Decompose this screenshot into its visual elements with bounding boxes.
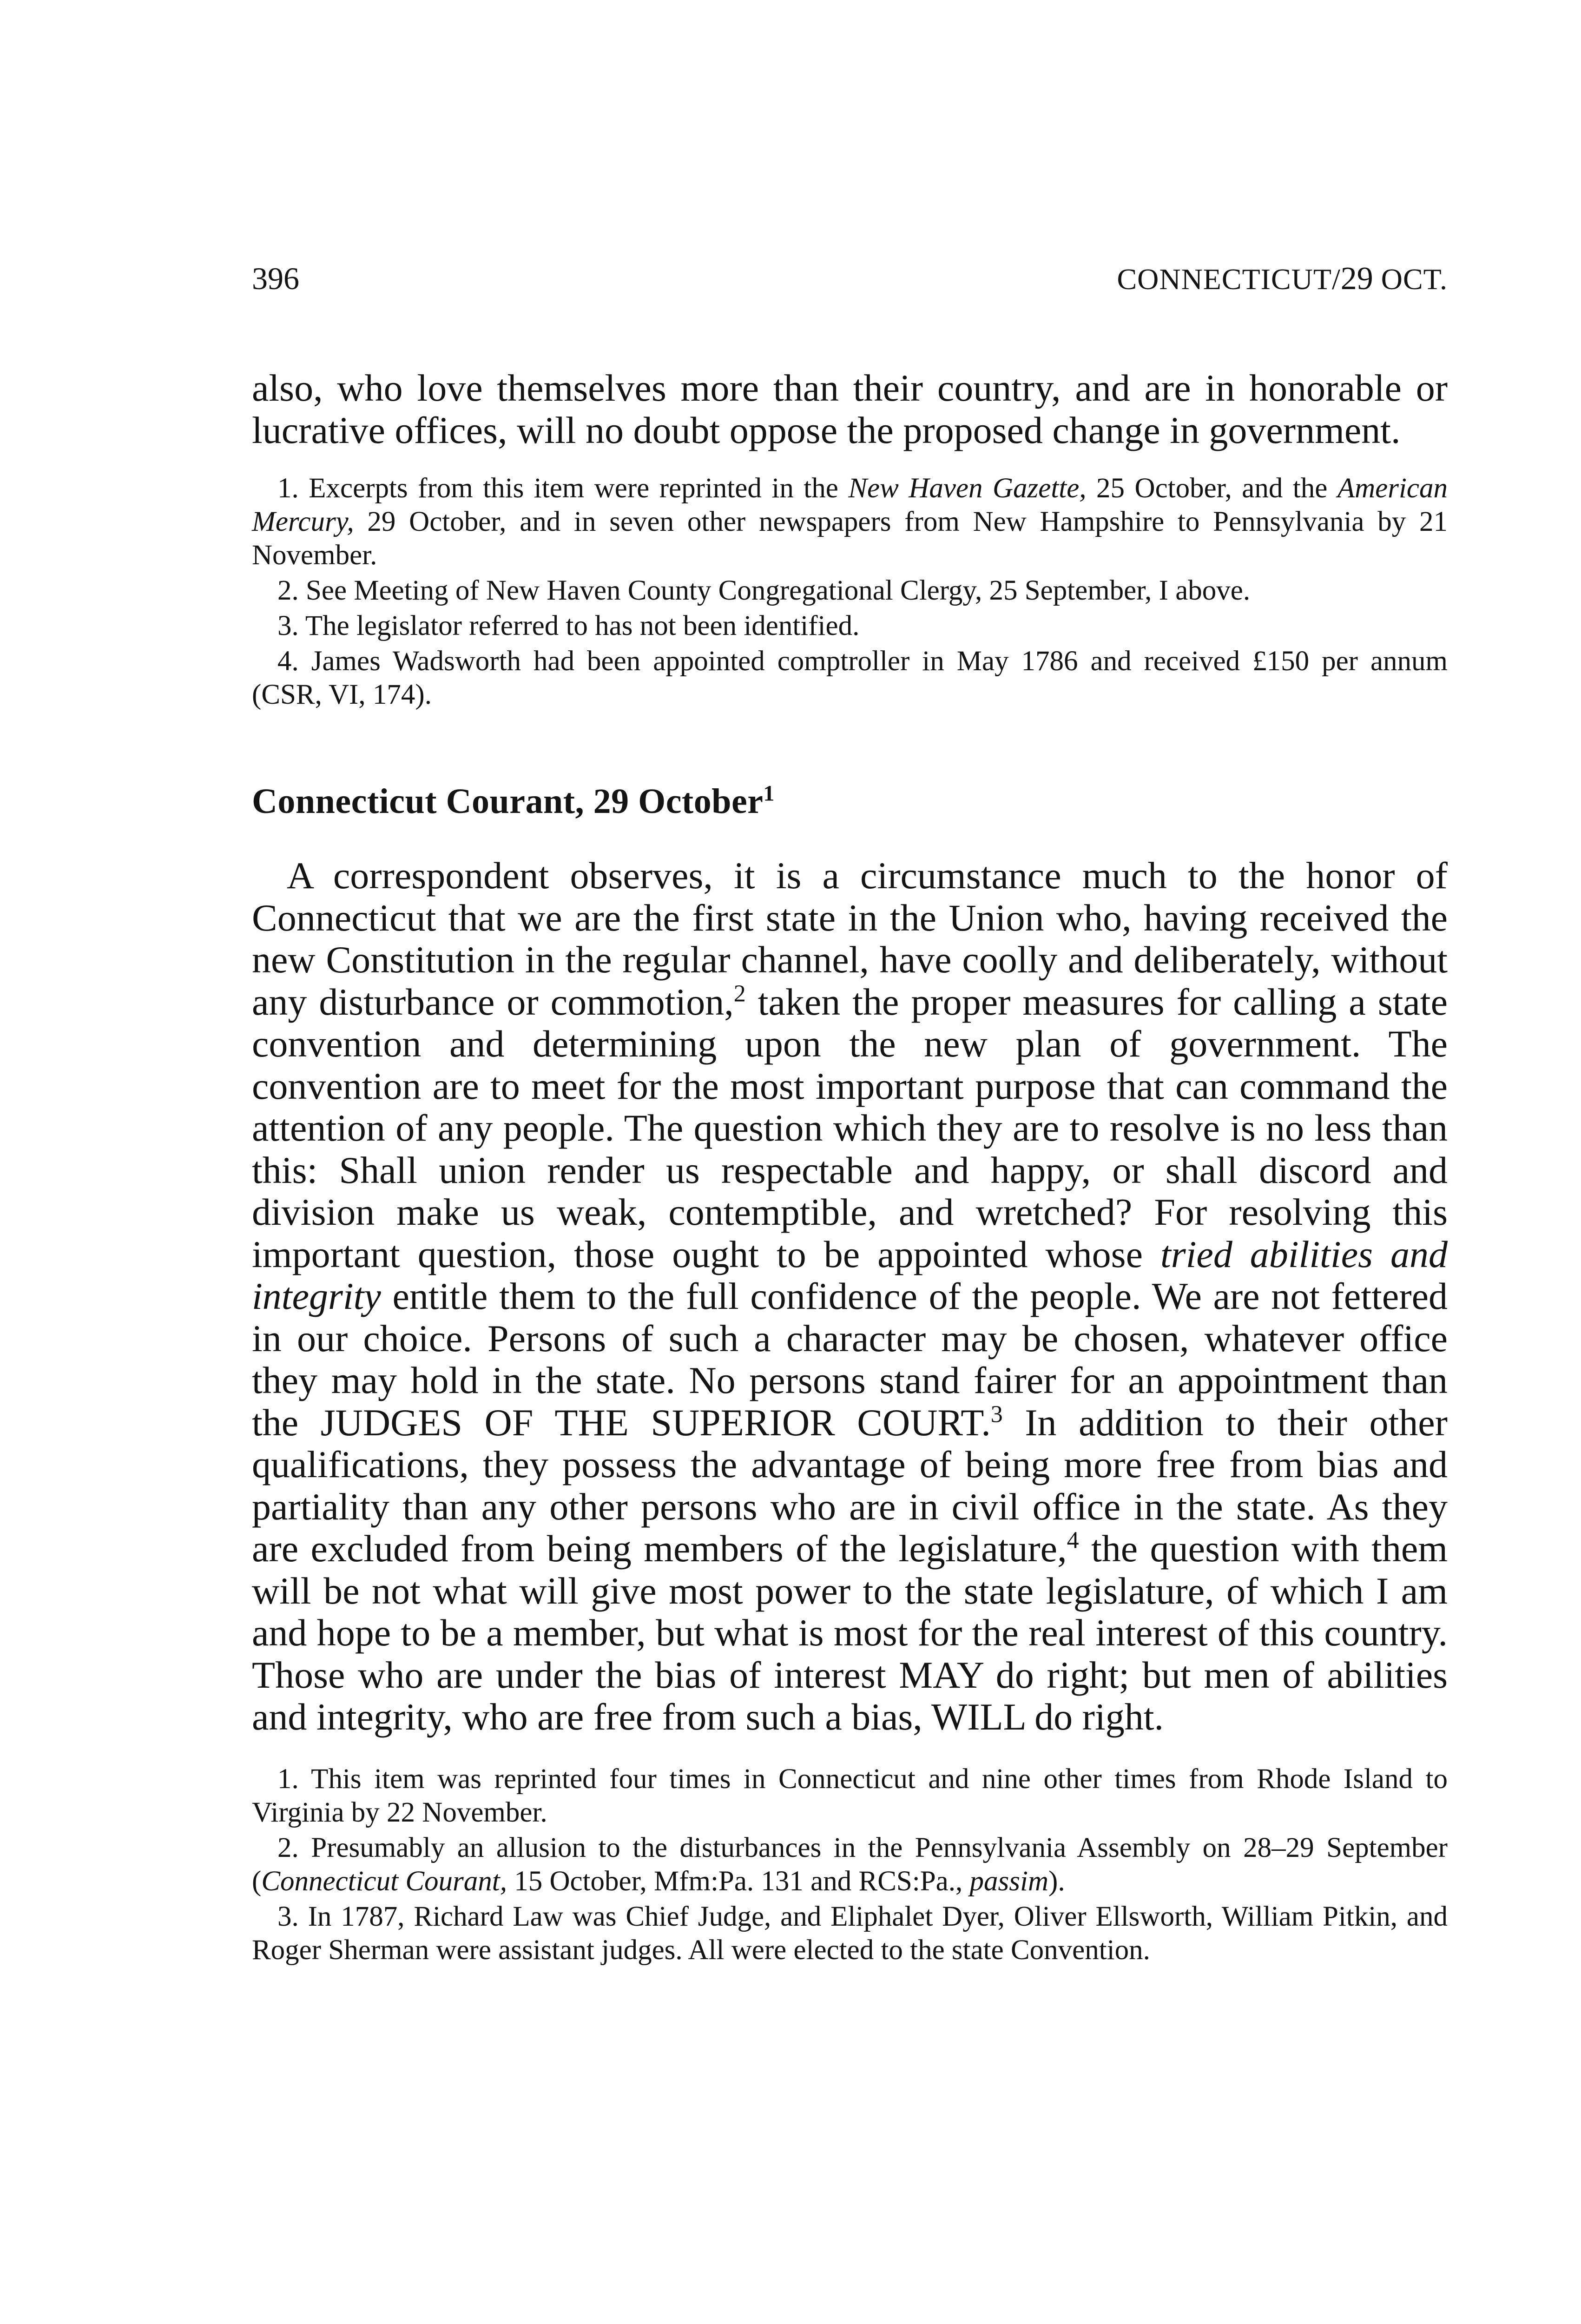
section-name: CONNECTICUT/ xyxy=(1117,263,1341,296)
page-number: 396 xyxy=(252,261,299,296)
prior-footnotes xyxy=(252,472,1448,712)
continuation-paragraph: also, who love themselves more than their country, and are in honorable or lucrative offices, will no doubt oppose the proposed change in government. xyxy=(252,367,1448,451)
article-paragraph: A correspondent observes, it is a circumstance much to the honor of Connecticut that we are the first state in the Union who, having received the new Constitution in the regular channel, have coolly and deliberately, without any disturbance or commotion,$^2$ taken the proper measures for calling a state convention and determining upon the new plan of government. The convention are to meet for the most important purpose that can command the attention of any people. The question which they are to resolve is no less than this: Shall union render us respectable and happy, or shall discord and division make us weak, contemptible, and wretched? For resolving this important question, those ought to be appointed whose tried abilities and integrity entitle them to the full confidence of the people. We are not fettered in our choice. Persons of such a character may be chosen, whatever office they may hold in the state. No persons stand fairer for an appointment than the JUDGES OF THE SUPERIOR COURT.$^3$ In addition to their other qualifications, they possess the advantage of being more free from bias and partiality than any other persons who are in civil office in the state. As they are excluded from being members of the legislature,$^4$ the question with them will be not what will give most power to the state legislature, of which I am and hope to be a member, but what is most for the real interest of this country. Those who are under the bias of interest MAY do right; but men of abilities and integrity, who are free from such a bias, WILL do right. xyxy=(252,854,1448,1738)
section-date-month: OCT. xyxy=(1373,263,1448,296)
running-head xyxy=(252,260,1448,307)
footnote-2: 2. See Meeting of New Haven County Congregational Clergy, 25 September, I above. xyxy=(277,575,1251,606)
footnote-ref-2: 2 xyxy=(733,980,746,1007)
article-footnote-1: 1. This item was reprinted four times in Connecticut and nine other times from Rhode Island to Virginia by 22 November. xyxy=(252,1763,1448,1828)
article-footnotes xyxy=(252,1763,1448,1967)
article-footnote-2: 2. Presumably an allusion to the disturbances in the Pennsylvania Assembly on 28–29 September (Connecticut Courant, 15 October, Mfm:Pa. 131 and RCS:Pa., passim). xyxy=(252,1832,1448,1897)
article-title: Connecticut Courant, 29 October$^1$ xyxy=(252,781,775,821)
document-page xyxy=(252,260,1448,1967)
footnote-3: 3. The legislator referred to has not been identified. xyxy=(277,610,860,641)
footnote-ref-3: 3 xyxy=(990,1401,1003,1428)
section-date-number: 29 xyxy=(1340,261,1373,297)
title-footnote-ref: 1 xyxy=(763,781,775,806)
footnote-ref-4: 4 xyxy=(1067,1527,1079,1554)
footnote-4: 4. James Wadsworth had been appointed comptroller in May 1786 and received £150 per annum (CSR, VI, 174). xyxy=(252,646,1448,710)
section-heading xyxy=(1117,260,1448,297)
article-footnote-3: 3. In 1787, Richard Law was Chief Judge, and Eliphalet Dyer, Oliver Ellsworth, William Pitkin, and Roger Sherman were assistant judges. All were elected to the state Convention. xyxy=(252,1901,1448,1966)
footnote-1: 1. Excerpts from this item were reprinted in the New Haven Gazette, 25 October, and the American Mercury, 29 October, and in seven other newspapers from New Hampshire to Pennsylvania by 21 November. xyxy=(252,473,1448,571)
